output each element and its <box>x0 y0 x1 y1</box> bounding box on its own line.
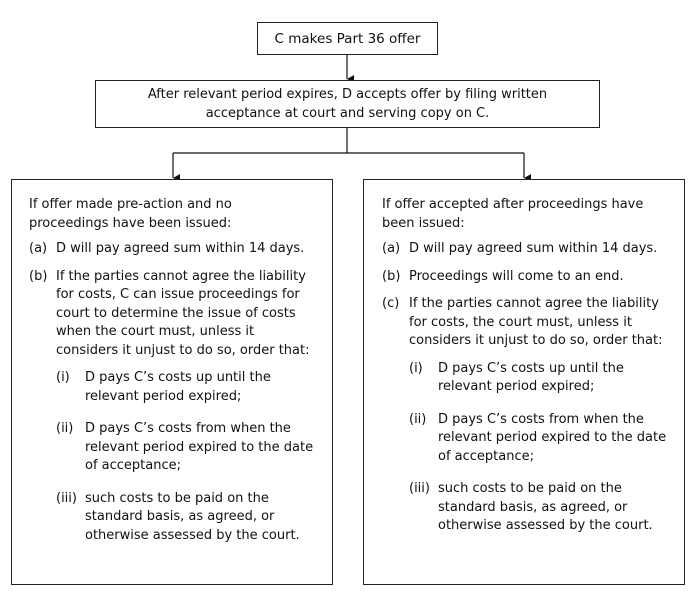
sub-list-item-text: D pays C’s costs up until the relevant period expired; <box>85 370 271 404</box>
list-item <box>29 240 314 259</box>
sub-list-marker: (i) <box>409 360 423 376</box>
sub-list-marker: (ii) <box>409 411 427 427</box>
post-proceedings-box <box>363 179 685 585</box>
pre-action-box <box>11 179 333 585</box>
sub-list-item-text: such costs to be paid on the standard basis, as agreed, or otherwise assessed by the court. <box>438 481 653 533</box>
sub-list-item-text: D pays C’s costs up until the relevant period expired; <box>438 360 624 394</box>
sub-list-item-text: such costs to be paid on the standard basis, as agreed, or otherwise assessed by the court. <box>85 490 300 543</box>
sub-list-marker: (ii) <box>56 421 74 436</box>
list-marker: (a) <box>29 241 48 256</box>
list-marker: (c) <box>382 296 400 311</box>
sub-list-item <box>382 411 668 467</box>
list-marker: (a) <box>382 241 401 256</box>
sub-list-item <box>382 360 668 397</box>
sub-list-marker: (iii) <box>56 490 77 506</box>
list-item-text: D will pay agreed sum within 14 days. <box>56 241 305 256</box>
sub-list-marker: (iii) <box>409 481 430 496</box>
list-marker: (b) <box>382 268 401 284</box>
list-item-text: D will pay agreed sum within 14 days. <box>409 241 658 256</box>
offer-text: C makes Part 36 offer <box>274 30 421 47</box>
sub-list-item-text: D pays C’s costs from when the relevant period expired to the date of acceptance; <box>438 411 667 464</box>
list-item <box>382 268 668 287</box>
list-item <box>29 268 314 361</box>
list-item-text: Proceedings will come to an end. <box>409 268 624 284</box>
offer-box <box>257 22 438 55</box>
acceptance-text: After relevant period expires, D accepts offer by filing written acceptance at court and serving copy on C. <box>147 87 548 121</box>
acceptance-box <box>95 80 600 128</box>
sub-list-item-text: D pays C’s costs from when the relevant period expired to the date of acceptance; <box>85 421 314 473</box>
sub-list-marker: (i) <box>56 370 70 385</box>
list-item <box>382 240 668 259</box>
post-proceedings-heading: If offer accepted after proceedings have been issued: <box>382 197 644 231</box>
list-item-text: If the parties cannot agree the liability for costs, C can issue proceedings for court to determine the issue of costs when the court must, unless it considers it unjust to do so, order that: <box>56 268 310 358</box>
sub-list-item <box>29 369 314 406</box>
list-item <box>382 295 668 351</box>
sub-list-item <box>382 480 668 536</box>
pre-action-heading: If offer made pre-action and no proceedings have been issued: <box>29 197 232 231</box>
list-item-text: If the parties cannot agree the liability for costs, the court must, unless it considers it unjust to do so, order that: <box>409 296 663 348</box>
sub-list-item <box>29 420 314 476</box>
sub-list-item <box>29 490 314 546</box>
list-marker: (b) <box>29 268 48 284</box>
